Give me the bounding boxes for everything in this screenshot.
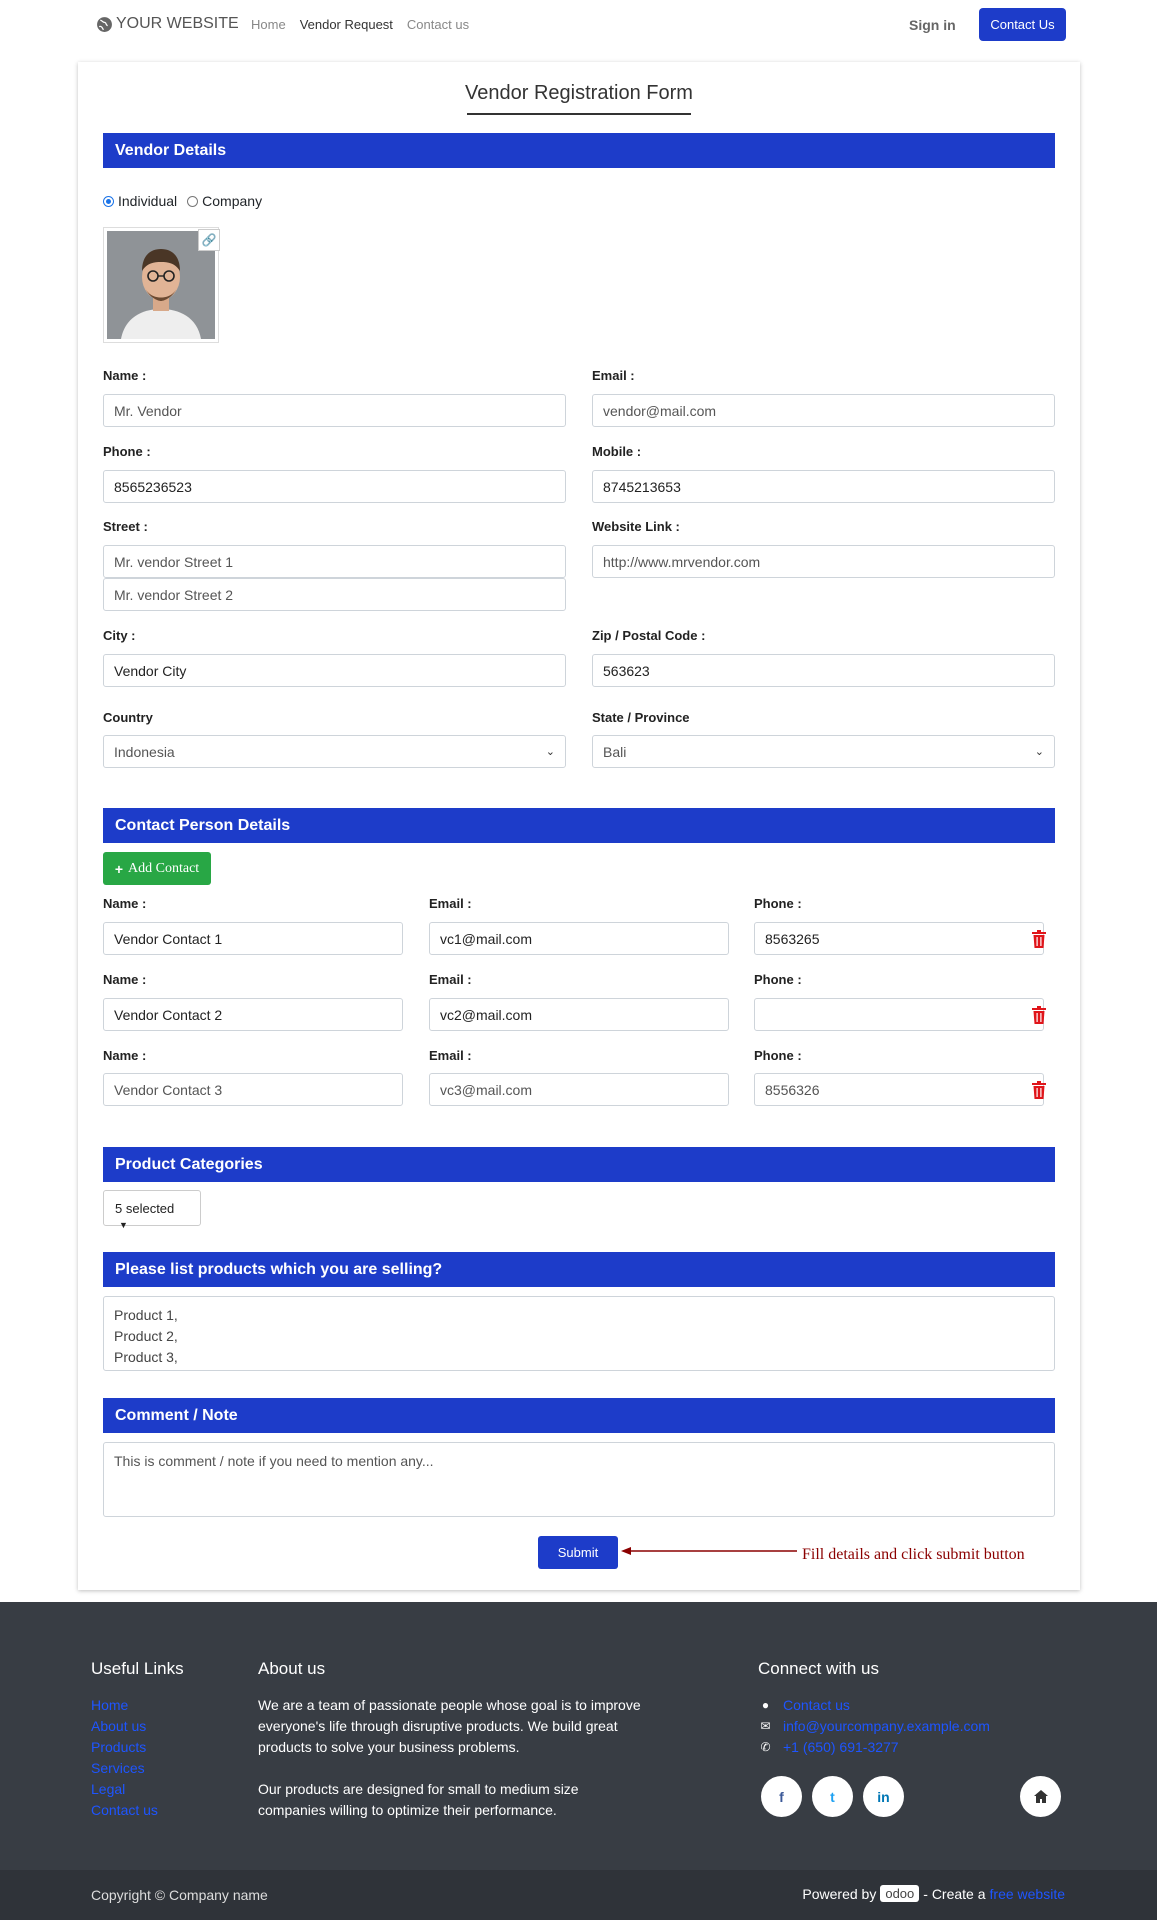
label-country: Country	[103, 710, 153, 725]
contact-label-name: Name :	[103, 1048, 147, 1063]
home-icon[interactable]	[1020, 1776, 1061, 1817]
label-city: City :	[103, 628, 136, 643]
add-contact-label: Add Contact	[128, 860, 200, 876]
chevron-down-icon: ⌄	[545, 746, 555, 758]
categories-selected: 5 selected	[115, 1201, 175, 1216]
section-comment: Comment / Note	[103, 1398, 1055, 1433]
sign-in-link[interactable]: Sign in	[909, 17, 956, 33]
about-title: About us	[258, 1659, 326, 1678]
contact-label-phone: Phone :	[754, 896, 802, 911]
nav-vendor-request[interactable]: Vendor Request	[299, 17, 393, 32]
useful-links	[91, 1695, 158, 1821]
website-input[interactable]: http://www.mrvendor.com	[592, 545, 1055, 578]
label-website: Website Link :	[592, 519, 680, 534]
arrow-icon	[621, 1545, 797, 1557]
country-select[interactable]	[103, 735, 566, 768]
contact-label-email: Email :	[429, 896, 472, 911]
odoo-logo[interactable]: odoo	[880, 1885, 919, 1902]
brand-text: YOUR WEBSITE	[116, 15, 239, 32]
contact-label-name: Name :	[103, 896, 147, 911]
zip-input[interactable]: 563623	[592, 654, 1055, 687]
link-icon[interactable]: 🔗	[198, 229, 220, 251]
nav-contact[interactable]: Contact us	[406, 17, 470, 32]
about-paragraph-1: We are a team of passionate people whose goal is to improve everyone's life through disruptive products. We build great products to solve your business problems.	[258, 1697, 641, 1755]
name-input[interactable]: Mr. Vendor	[103, 394, 566, 427]
comment-textarea[interactable]: This is comment / note if you need to mention any...	[103, 1442, 1055, 1517]
brand[interactable]	[96, 15, 239, 33]
contact-label-email: Email :	[429, 972, 472, 987]
contact1-phone-input[interactable]: 8563265	[754, 922, 1044, 955]
form-title: Vendor Registration Form	[465, 82, 693, 104]
footer-link-home[interactable]: Home	[91, 1697, 129, 1713]
footer-link-services[interactable]: Services	[91, 1760, 145, 1776]
contact2-name-input[interactable]: Vendor Contact 2	[103, 998, 403, 1031]
submit-button[interactable]: Submit	[538, 1536, 618, 1569]
footer-link-products[interactable]: Products	[91, 1739, 147, 1755]
radio-individual[interactable]	[103, 196, 114, 207]
label-phone: Phone :	[103, 444, 151, 459]
contact1-email-input[interactable]: vc1@mail.com	[429, 922, 729, 955]
connect-email-link[interactable]: info@yourcompany.example.com	[783, 1718, 990, 1734]
phone-icon: ✆	[760, 1740, 771, 1754]
contact-label-email: Email :	[429, 1048, 472, 1063]
form-card	[78, 62, 1080, 1590]
copyright: Copyright © Company name	[91, 1887, 268, 1903]
chevron-down-icon: ⌄	[1034, 746, 1044, 758]
label-state: State / Province	[592, 710, 690, 725]
contact1-name-input[interactable]: Vendor Contact 1	[103, 922, 403, 955]
contact-label-phone: Phone :	[754, 1048, 802, 1063]
footer-link-about[interactable]: About us	[91, 1718, 147, 1734]
footer-bottom-bar	[0, 1870, 1157, 1920]
state-select[interactable]	[592, 735, 1055, 768]
label-name: Name :	[103, 368, 147, 383]
nav-links	[251, 17, 469, 32]
footer	[0, 1602, 1157, 1870]
linkedin-icon[interactable]: in	[863, 1776, 904, 1817]
add-contact-button[interactable]	[103, 852, 211, 885]
navbar	[0, 0, 1157, 50]
connect-contact-link[interactable]: Contact us	[783, 1697, 850, 1713]
radio-company[interactable]	[187, 196, 198, 207]
section-vendor-details: Vendor Details	[103, 133, 1055, 168]
section-contact-person: Contact Person Details	[103, 808, 1055, 843]
contact3-name-input[interactable]: Vendor Contact 3	[103, 1073, 403, 1106]
about-paragraph-2: Our products are designed for small to medium size companies willing to optimize their performance.	[258, 1781, 579, 1818]
mobile-input[interactable]: 8745213653	[592, 470, 1055, 503]
home-glyph	[1034, 1790, 1048, 1803]
envelope-icon: ✉	[760, 1719, 771, 1733]
label-zip: Zip / Postal Code :	[592, 628, 706, 643]
radio-company-label[interactable]: Company	[202, 193, 263, 209]
comment-icon: ●	[761, 1698, 770, 1712]
vendor-type-radio	[103, 193, 262, 209]
footer-link-legal[interactable]: Legal	[91, 1781, 126, 1797]
label-street: Street :	[103, 519, 148, 534]
contact2-phone-input[interactable]	[754, 998, 1044, 1031]
contact-us-button[interactable]: Contact Us	[979, 8, 1066, 41]
footer-link-contact[interactable]: Contact us	[91, 1802, 158, 1818]
email-input[interactable]: vendor@mail.com	[592, 394, 1055, 427]
trash-icon[interactable]	[1031, 1006, 1047, 1024]
state-value: Bali	[603, 744, 627, 760]
free-website-link[interactable]: free website	[989, 1885, 1065, 1902]
trash-icon[interactable]	[1031, 1081, 1047, 1099]
trash-icon[interactable]	[1031, 930, 1047, 948]
country-value: Indonesia	[114, 744, 175, 760]
radio-individual-label[interactable]: Individual	[118, 193, 178, 209]
useful-links-title: Useful Links	[91, 1659, 184, 1678]
create-text: - Create a	[923, 1885, 986, 1902]
label-email: Email :	[592, 368, 635, 383]
facebook-icon[interactable]: f	[761, 1776, 802, 1817]
caret-down-icon: ▼	[119, 1220, 128, 1230]
section-products: Please list products which you are selling?	[103, 1252, 1055, 1287]
city-input[interactable]: Vendor City	[103, 654, 566, 687]
contact-label-name: Name :	[103, 972, 147, 987]
contact3-email-input[interactable]: vc3@mail.com	[429, 1073, 729, 1106]
plus-icon: +	[114, 860, 124, 877]
title-underline	[467, 113, 691, 115]
label-mobile: Mobile :	[592, 444, 642, 459]
about-text	[258, 1695, 658, 1821]
powered-by-text: Powered by	[802, 1885, 877, 1902]
section-product-categories: Product Categories	[103, 1147, 1055, 1182]
products-textarea[interactable]: Product 1, Product 2, Product 3,	[103, 1296, 1055, 1371]
nav-home[interactable]: Home	[251, 17, 286, 32]
contact3-phone-input[interactable]: 8556326	[754, 1073, 1044, 1106]
contact-label-phone: Phone :	[754, 972, 802, 987]
annotation-text: Fill details and click submit button	[802, 1546, 1025, 1563]
powered-by	[802, 1885, 1065, 1902]
phone-input[interactable]: 8565236523	[103, 470, 566, 503]
categories-dropdown[interactable]	[103, 1190, 201, 1230]
connect-phone-link[interactable]: +1 (650) 691-3277	[783, 1739, 899, 1755]
street2-input[interactable]: Mr. vendor Street 2	[103, 578, 566, 611]
connect-title: Connect with us	[758, 1659, 879, 1678]
twitter-icon[interactable]: t	[812, 1776, 853, 1817]
connect-list	[758, 1695, 990, 1758]
contact2-email-input[interactable]: vc2@mail.com	[429, 998, 729, 1031]
street1-input[interactable]: Mr. vendor Street 1	[103, 545, 566, 578]
globe-icon	[96, 16, 113, 33]
